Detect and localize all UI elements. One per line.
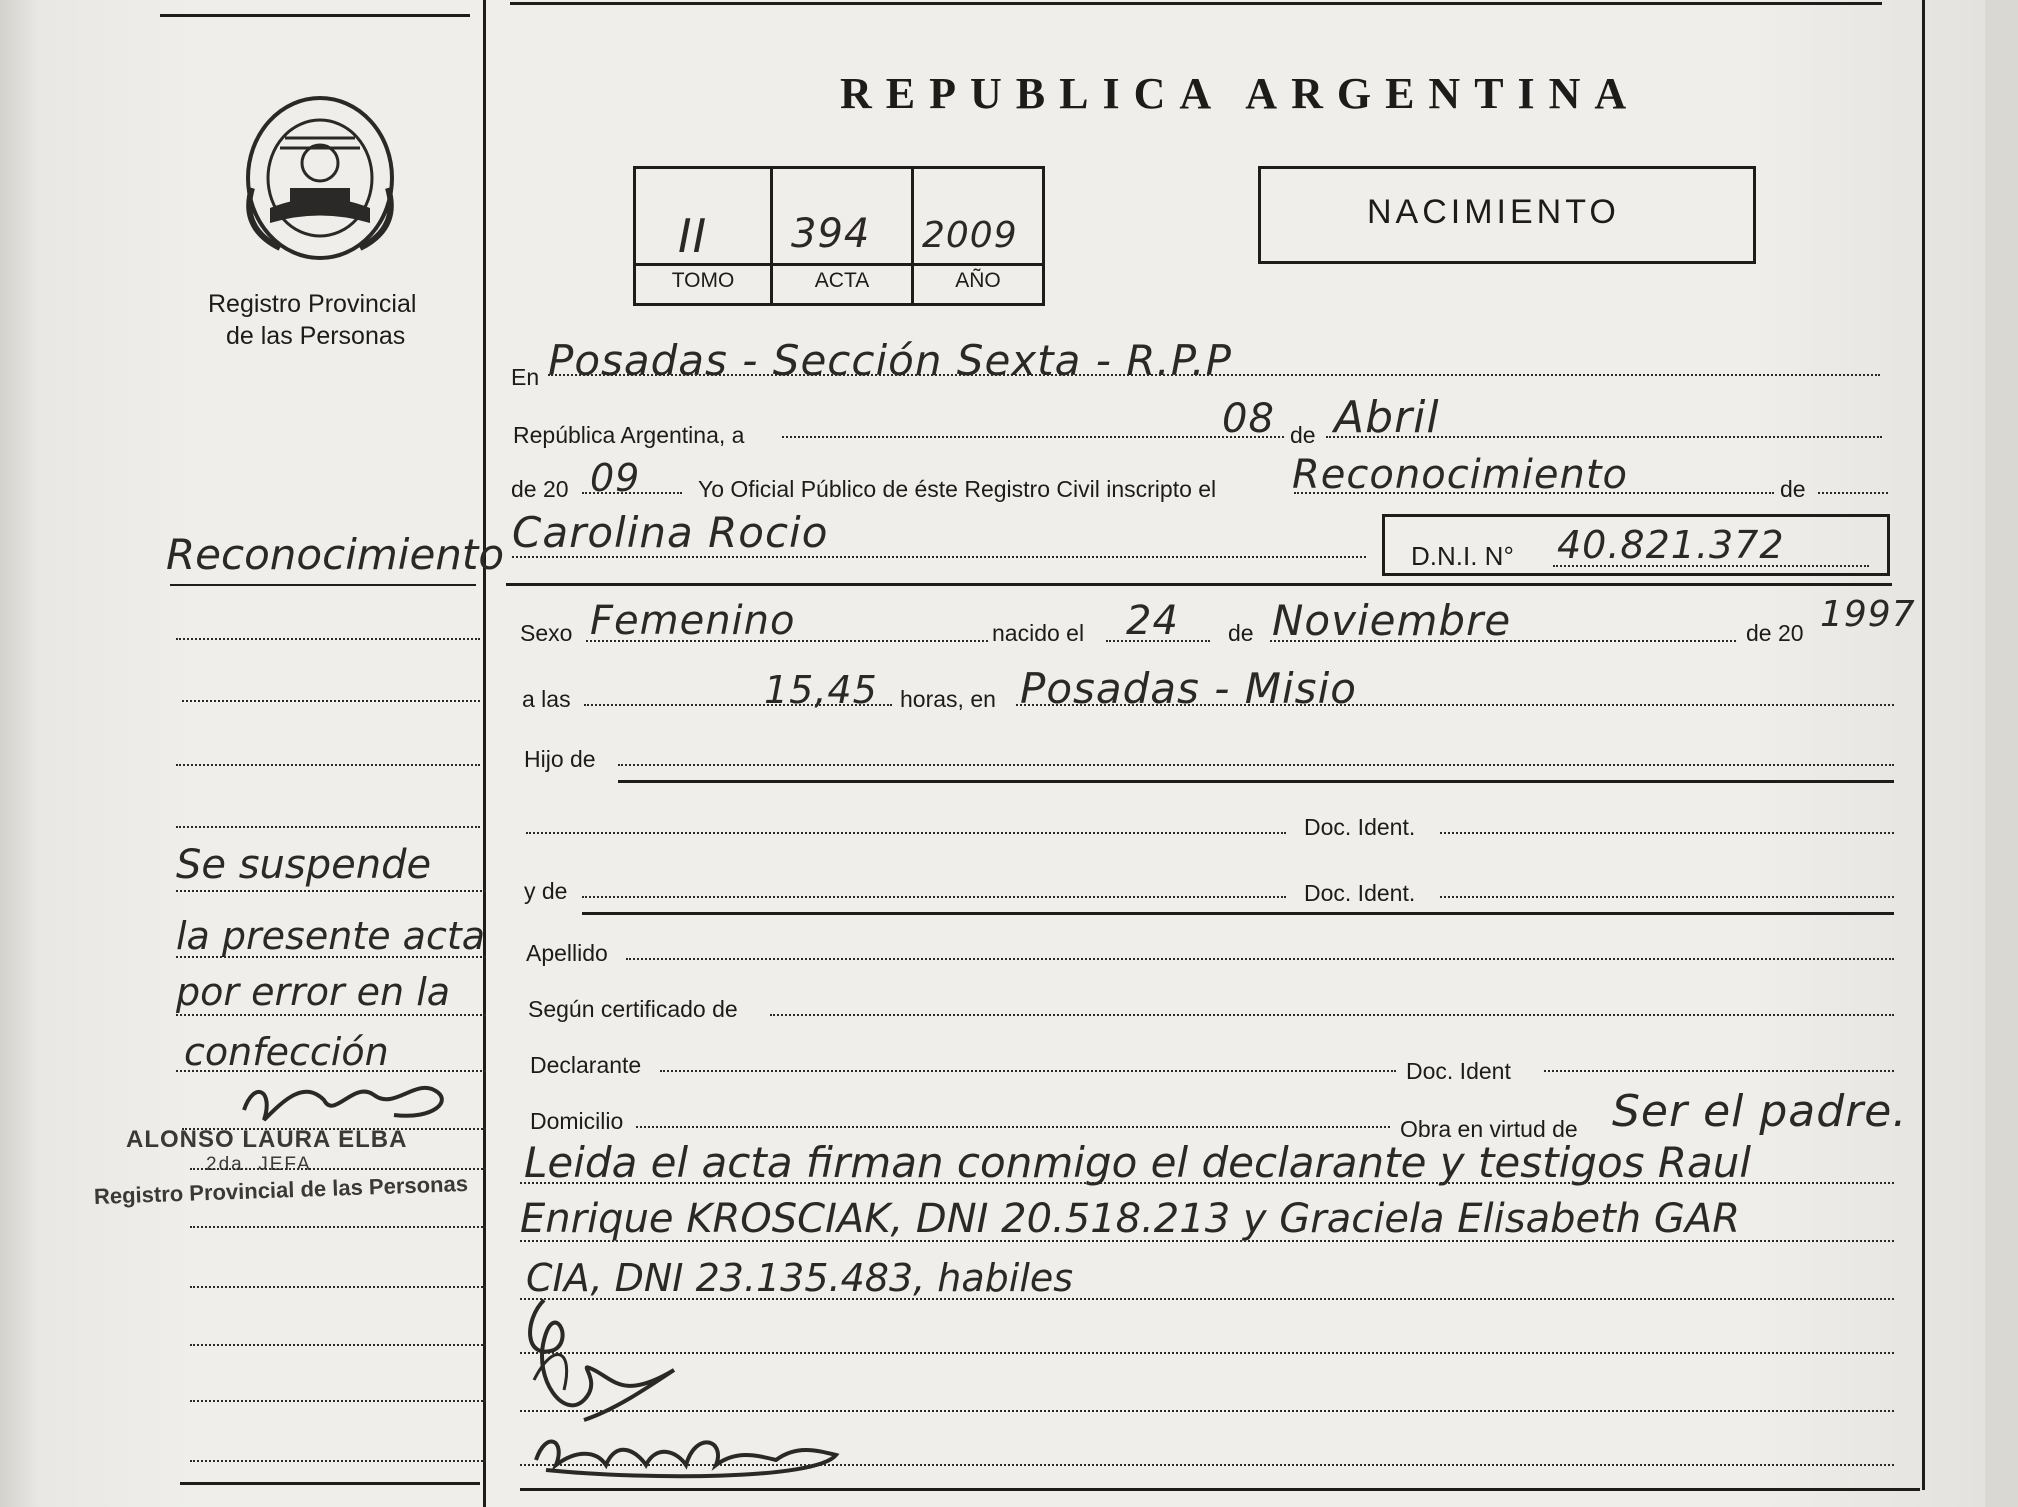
bottom-left-rule	[180, 1482, 480, 1485]
strike-line-2	[582, 912, 1894, 915]
obra-value: Ser el padre.	[1612, 1086, 1908, 1137]
body-line-1: Leida el acta firman conmigo el declarante y testigos Raul	[524, 1138, 1752, 1187]
inscripto-value: Reconocimiento	[1292, 452, 1628, 498]
stamp-role: 2da. JEFA	[206, 1154, 312, 1175]
anio-cell	[914, 169, 1042, 303]
de20-label-2: de 20	[1746, 620, 1804, 646]
book-edge	[1985, 0, 2018, 1507]
hijo-label: Hijo de	[524, 746, 596, 772]
declarante-label: Declarante	[530, 1052, 642, 1078]
acta-label: ACTA	[814, 269, 870, 292]
alas-label: a las	[522, 686, 571, 712]
obra-label: Obra en virtud de	[1400, 1116, 1578, 1142]
stamp-name: ALONSO LAURA ELBA	[126, 1126, 408, 1153]
top-left-rule	[160, 14, 470, 17]
section-rule-1	[506, 583, 1892, 586]
hora-value: 15,45	[764, 668, 878, 712]
margin-note-line-1: Se suspende	[176, 842, 432, 888]
domicilio-label: Domicilio	[530, 1108, 624, 1134]
top-main-rule	[510, 2, 1882, 5]
stamp-org: Registro Provincial de las Personas	[93, 1170, 469, 1209]
witness-signature	[526, 1420, 866, 1490]
sexo-label: Sexo	[520, 620, 573, 646]
en-label: En	[511, 364, 540, 390]
en-value: Posadas - Sección Sexta - R.P.P	[548, 336, 1232, 385]
apellido-label: Apellido	[526, 940, 608, 966]
provincial-seal-emblem	[240, 88, 400, 268]
margin-note-title: Reconocimiento	[166, 530, 505, 579]
record-table	[633, 166, 1045, 306]
tomo-value: II	[678, 209, 708, 263]
strike-line-1	[618, 780, 1894, 783]
republica-label: República Argentina, a	[513, 422, 745, 448]
registry-name-line1: Registro Provincial	[208, 290, 417, 318]
birth-month: Noviembre	[1272, 596, 1512, 645]
anio-value: 2009	[922, 215, 1018, 256]
name-value: Carolina Rocio	[512, 508, 829, 557]
act-type-label: NACIMIENTO	[1367, 193, 1620, 231]
margin-note-line-2: la presente acta	[176, 914, 486, 958]
birth-year: 1997	[1820, 594, 1916, 635]
act-type-box	[1258, 166, 1756, 264]
yde-label: y de	[524, 878, 568, 904]
de-label-2: de	[1780, 476, 1806, 502]
horas-label: horas, en	[900, 686, 996, 712]
right-border-line	[1922, 0, 1925, 1490]
body-line-2: Enrique KROSCIAK, DNI 20.518.213 y Graciela Elisabeth GAR	[520, 1196, 1741, 1242]
left-column-divider	[483, 0, 486, 1507]
place-value: Posadas - Misio	[1020, 664, 1357, 713]
dni-box	[1382, 514, 1890, 576]
dni-label: D.N.I. N°	[1411, 541, 1514, 571]
anio-label: AÑO	[955, 269, 1001, 292]
doc-ident-label-1: Doc. Ident.	[1304, 814, 1416, 840]
margin-note-line-3: por error en la	[176, 970, 451, 1014]
de-label-3: de	[1228, 620, 1254, 646]
tomo-cell	[636, 169, 773, 303]
month-value: Abril	[1334, 392, 1440, 443]
margin-note-line-4: confección	[184, 1030, 389, 1074]
segun-label: Según certificado de	[528, 996, 738, 1022]
doc-ident-label-2: Doc. Ident.	[1304, 880, 1416, 906]
dni-value: 40.821.372	[1557, 523, 1785, 567]
registry-name-line2: de las Personas	[226, 322, 406, 350]
day-value: 08	[1222, 396, 1275, 442]
de20-label: de 20	[511, 476, 569, 502]
year-value: 09	[590, 456, 641, 500]
sexo-value: Femenino	[590, 598, 796, 644]
birth-day: 24	[1126, 598, 1179, 644]
doc-ident-label-3: Doc. Ident	[1406, 1058, 1511, 1084]
nacido-label: nacido el	[992, 620, 1085, 646]
bottom-main-rule	[520, 1488, 1920, 1491]
body-line-3: CIA, DNI 23.135.483, habiles	[526, 1256, 1074, 1300]
page-title: REPUBLICA ARGENTINA	[840, 69, 1641, 118]
tomo-label: TOMO	[671, 269, 735, 292]
acta-cell	[773, 169, 914, 303]
de-label: de	[1290, 422, 1316, 448]
declarant-signature	[514, 1280, 714, 1440]
acta-value: 394	[791, 211, 871, 257]
oficial-label: Yo Oficial Público de éste Registro Civil inscripto el	[698, 476, 1217, 502]
